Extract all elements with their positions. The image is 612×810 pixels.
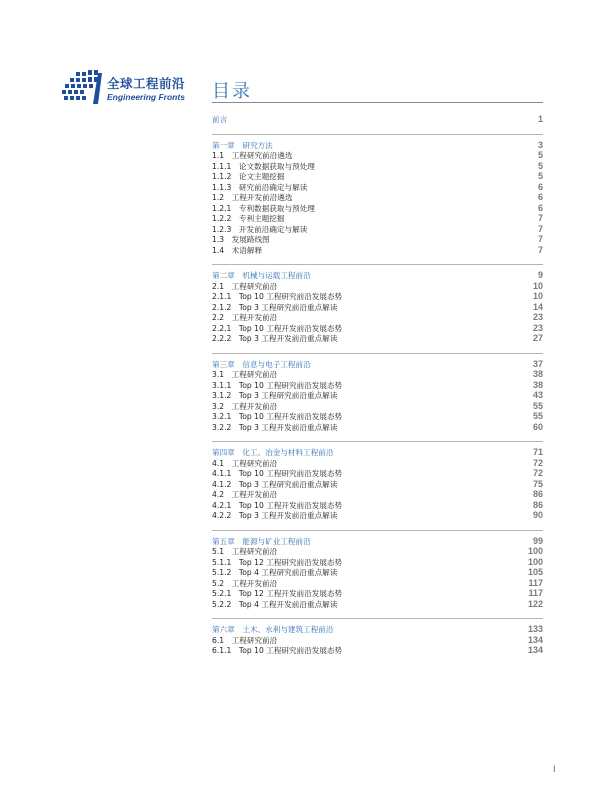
toc-entry-page: 23 — [532, 322, 543, 333]
toc-entry[interactable] — [212, 192, 543, 203]
toc-entry[interactable] — [212, 635, 543, 646]
logo — [62, 70, 202, 110]
toc-entry-page: 55 — [532, 400, 543, 411]
toc-entry-label: 5.2.1 Top 12 工程开发前沿发展态势 — [212, 589, 343, 598]
toc-entry-page: 100 — [527, 556, 543, 567]
toc-entry-label: 1.1 工程研究前沿遴选 — [212, 151, 293, 160]
toc-entry-label: 3.1.2 Top 3 工程研究前沿重点解读 — [212, 391, 338, 400]
toc-entry-page: 71 — [532, 447, 543, 457]
toc-entry[interactable] — [212, 557, 543, 568]
toc-chapter-entry[interactable] — [212, 624, 543, 635]
toc-entry[interactable] — [212, 150, 543, 161]
toc-entry[interactable] — [212, 323, 543, 334]
toc-entry-page: 72 — [532, 468, 543, 478]
toc-entry-label: 第五章 能源与矿业工程前沿 — [212, 536, 311, 546]
toc-entry-label: 5.1.1 Top 12 工程研究前沿发展态势 — [212, 557, 343, 567]
toc-entry-label: 1.2.3 开发前沿确定与解读 — [212, 224, 308, 234]
toc-entry-label: 2.2.2 Top 3 工程开发前沿重点解读 — [212, 334, 338, 343]
toc-entry-page: 5 — [537, 160, 543, 171]
toc-entry[interactable] — [212, 458, 543, 469]
logo-name-cn: 全球工程前沿 — [107, 76, 186, 91]
toc-entry-label: 2.2 工程开发前沿 — [212, 313, 278, 322]
toc-entry-page: 6 — [537, 181, 543, 192]
toc-entry-page: 134 — [527, 645, 543, 655]
toc-entry-page: 117 — [528, 588, 543, 598]
toc-entry-label: 第三章 信息与电子工程前沿 — [212, 359, 311, 369]
toc-entry[interactable] — [212, 468, 543, 479]
toc-entry[interactable] — [212, 171, 543, 182]
toc-entry-page: 75 — [532, 478, 543, 489]
toc-chapter-entry[interactable] — [212, 140, 543, 151]
page-number: I — [553, 764, 556, 774]
toc-entry[interactable] — [212, 510, 543, 521]
toc-section — [212, 441, 543, 524]
toc-entry[interactable] — [212, 182, 543, 193]
toc-entry-label: 1.4 术语解释 — [212, 245, 263, 255]
toc-entry-page: 38 — [532, 379, 543, 390]
toc-entry-page: 60 — [532, 421, 543, 432]
toc-entry[interactable] — [212, 479, 543, 490]
toc-entry-page: 105 — [527, 567, 543, 577]
toc-entry[interactable] — [212, 369, 543, 380]
toc-entry-page: 90 — [532, 510, 543, 520]
toc-entry[interactable] — [212, 588, 543, 599]
toc-entry-page: 3 — [537, 139, 543, 150]
toc-entry-page: 6 — [537, 202, 543, 213]
toc-entry[interactable] — [212, 645, 543, 656]
toc-entry-page: 23 — [532, 312, 543, 322]
toc-entry[interactable] — [212, 161, 543, 172]
toc-entry-label: 2.1.1 Top 10 工程研究前沿发展态势 — [212, 292, 343, 301]
toc-entry[interactable] — [212, 411, 543, 422]
toc-chapter-entry[interactable] — [212, 536, 543, 547]
toc-entry-label: 4.1 工程研究前沿 — [212, 458, 278, 468]
toc-entry-page: 6 — [537, 192, 543, 202]
toc-section — [212, 134, 543, 259]
toc-entry-label: 4.1.2 Top 3 工程研究前沿重点解读 — [212, 479, 338, 489]
toc-chapter-entry[interactable] — [212, 270, 543, 281]
toc-entry-label: 4.1.1 Top 10 工程研究前沿发展态势 — [212, 469, 343, 478]
toc-entry-page: 86 — [532, 499, 543, 510]
toc-entry-label: 1.1.1 论文数据获取与预处理 — [212, 161, 315, 171]
toc-entry-label: 1.2.1 专利数据获取与预处理 — [212, 203, 315, 213]
toc-entry-label: 1.1.2 论文主题挖掘 — [212, 172, 285, 181]
toc-section — [212, 264, 543, 347]
toc-entry-label: 2.1.2 Top 3 工程研究前沿重点解读 — [212, 302, 338, 312]
toc-entry[interactable] — [212, 599, 543, 610]
toc-entry[interactable] — [212, 489, 543, 500]
toc-entry-label: 第四章 化工、冶金与材料工程前沿 — [212, 448, 334, 457]
toc-entry-label: 5.1.2 Top 4 工程研究前沿重点解读 — [212, 568, 338, 577]
toc-entry[interactable] — [212, 546, 543, 557]
toc-entry-label: 3.2.2 Top 3 工程开发前沿重点解读 — [212, 422, 338, 432]
toc-entry-page: 10 — [532, 291, 543, 301]
toc-entry-label: 1.2 工程开发前沿遴选 — [212, 193, 293, 202]
toc-entry-page: 7 — [537, 244, 543, 255]
toc-entry[interactable] — [212, 234, 543, 245]
toc-entry-label: 1.1.3 研究前沿确定与解读 — [212, 182, 308, 192]
toc-entry-label: 4.2.1 Top 10 工程开发前沿发展态势 — [212, 500, 343, 510]
toc-entry-page: 5 — [537, 171, 543, 181]
toc-entry[interactable] — [212, 224, 543, 235]
toc-entry[interactable] — [212, 390, 543, 401]
toc-section — [212, 618, 543, 659]
toc-entry-label: 3.2.1 Top 10 工程开发前沿发展态势 — [212, 412, 343, 421]
toc-entry-label: 2.1 工程研究前沿 — [212, 281, 278, 291]
logo-name-en: Engineering Fronts — [107, 92, 185, 102]
toc-entry[interactable] — [212, 302, 543, 313]
toc-entry[interactable] — [212, 578, 543, 589]
table-of-contents — [212, 111, 543, 659]
toc-entry-page: 134 — [527, 634, 543, 645]
toc-section — [212, 353, 543, 436]
toc-entry[interactable] — [212, 312, 543, 323]
toc-entry[interactable] — [212, 401, 543, 412]
toc-entry-label: 前言 — [212, 115, 228, 124]
toc-entry-label: 6.1 工程研究前沿 — [212, 635, 278, 645]
toc-entry-page: 117 — [528, 577, 543, 588]
toc-entry[interactable] — [212, 422, 543, 433]
toc-entry[interactable] — [212, 333, 543, 344]
engineering-fronts-logo-icon — [62, 70, 104, 108]
toc-entry[interactable] — [212, 245, 543, 256]
toc-entry-page: 55 — [532, 411, 543, 421]
toc-entry-page: 5 — [537, 150, 543, 160]
toc-entry-page: 7 — [537, 223, 543, 234]
toc-entry-page: 72 — [532, 457, 543, 468]
toc-entry-page: 27 — [532, 333, 543, 343]
toc-entry[interactable] — [212, 380, 543, 391]
toc-entry-label: 4.2 工程开发前沿 — [212, 490, 278, 499]
title-divider — [212, 102, 543, 103]
toc-entry-label: 第一章 研究方法 — [212, 140, 273, 150]
toc-section — [212, 111, 543, 128]
toc-chapter-entry[interactable] — [212, 447, 543, 458]
toc-entry-page: 43 — [532, 390, 543, 400]
toc-entry-label: 5.2.2 Top 4 工程开发前沿重点解读 — [212, 599, 338, 609]
toc-entry-label: 第二章 机械与运载工程前沿 — [212, 271, 311, 280]
toc-entry-label: 3.1 工程研究前沿 — [212, 370, 278, 379]
toc-entry-label: 6.1.1 Top 10 工程研究前沿发展态势 — [212, 646, 343, 655]
toc-entry[interactable] — [212, 213, 543, 224]
toc-entry-page: 86 — [532, 489, 543, 499]
toc-entry[interactable] — [212, 500, 543, 511]
toc-entry-label: 1.2.2 专利主题挖掘 — [212, 214, 285, 223]
toc-entry-label: 3.2 工程开发前沿 — [212, 401, 278, 411]
toc-entry-label: 1.3 发展路线图 — [212, 235, 270, 244]
toc-entry-label: 5.2 工程开发前沿 — [212, 578, 278, 588]
toc-entry-page: 37 — [532, 358, 543, 369]
toc-entry-label: 4.2.2 Top 3 工程开发前沿重点解读 — [212, 511, 338, 520]
toc-entry[interactable] — [212, 291, 543, 302]
toc-entry-page: 99 — [532, 535, 543, 546]
toc-entry-page: 7 — [537, 213, 543, 223]
page-title: 目录 — [212, 81, 252, 102]
toc-entry-label: 第六章 土木、水利与建筑工程前沿 — [212, 625, 334, 634]
toc-entry-label: 2.2.1 Top 10 工程开发前沿发展态势 — [212, 323, 343, 333]
toc-entry-page: 38 — [532, 369, 543, 379]
toc-entry-label: 5.1 工程研究前沿 — [212, 547, 278, 556]
toc-chapter-entry[interactable] — [212, 114, 543, 125]
toc-entry[interactable] — [212, 203, 543, 214]
toc-entry-page: 10 — [532, 280, 543, 291]
toc-entry-page: 9 — [537, 270, 543, 280]
toc-chapter-entry[interactable] — [212, 359, 543, 370]
toc-entry-page: 14 — [532, 301, 543, 312]
toc-entry-page: 1 — [537, 114, 543, 124]
toc-entry-label: 3.1.1 Top 10 工程研究前沿发展态势 — [212, 380, 343, 390]
toc-entry[interactable] — [212, 281, 543, 292]
toc-entry-page: 7 — [537, 234, 543, 244]
toc-entry-page: 122 — [527, 598, 543, 609]
toc-entry-page: 100 — [527, 546, 543, 556]
toc-section — [212, 530, 543, 613]
toc-entry-page: 133 — [527, 624, 543, 634]
toc-entry[interactable] — [212, 567, 543, 578]
